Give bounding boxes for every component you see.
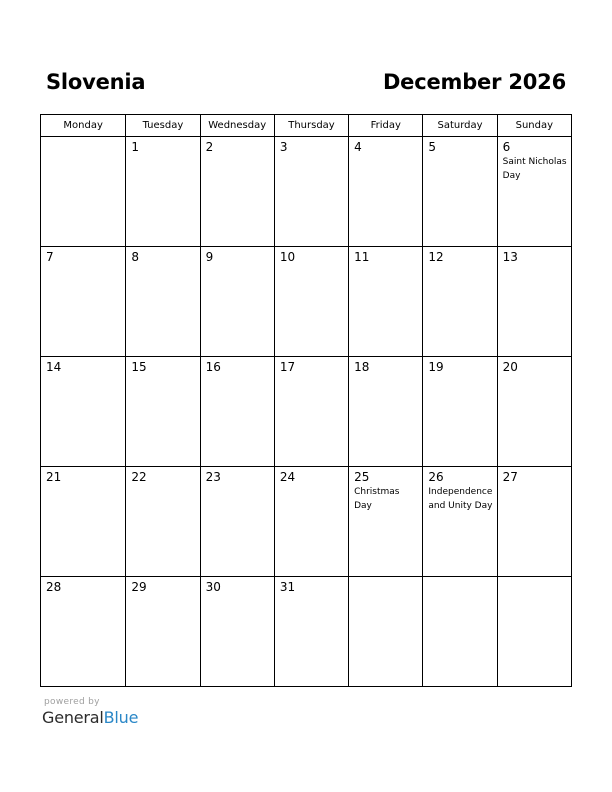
day-cell [126, 137, 200, 247]
day-cell [349, 357, 423, 467]
day-cell [497, 577, 571, 687]
day-number: 26 [428, 470, 444, 484]
day-cell [126, 467, 200, 577]
day-number: 27 [502, 470, 518, 484]
weekday-header-friday: Friday [349, 115, 423, 137]
day-cell [423, 137, 497, 247]
holiday-label [349, 264, 422, 265]
holiday-label: Independence and Unity Day [428, 487, 493, 511]
holiday-label [41, 374, 125, 375]
weekday-header-saturday: Saturday [423, 115, 497, 137]
day-number: 23 [205, 470, 221, 484]
week-row [41, 247, 572, 357]
day-number: 29 [131, 580, 147, 594]
day-number: 13 [502, 250, 518, 264]
day-cell [423, 247, 497, 357]
day-number: 22 [131, 470, 147, 484]
day-cell [200, 577, 274, 687]
day-number: 12 [428, 250, 444, 264]
day-cell [274, 577, 348, 687]
day-cell [200, 247, 274, 357]
day-number: 9 [205, 250, 214, 264]
day-number: 6 [502, 140, 511, 154]
generalblue-logo[interactable] [42, 708, 138, 727]
day-number: 19 [428, 360, 444, 374]
day-number: 15 [131, 360, 147, 374]
day-cell [274, 247, 348, 357]
day-cell [41, 247, 126, 357]
holiday-label [349, 154, 422, 155]
day-cell [274, 137, 348, 247]
day-number: 28 [46, 580, 62, 594]
day-cell [349, 467, 423, 577]
day-cell [200, 357, 274, 467]
holiday-label [423, 264, 496, 265]
week-row [41, 577, 572, 687]
holiday-label [423, 374, 496, 375]
day-cell [497, 357, 571, 467]
month-title: December 2026 [382, 70, 566, 94]
week-row [41, 137, 572, 247]
holiday-label [275, 264, 348, 265]
day-number: 20 [502, 360, 518, 374]
holiday-label [349, 374, 422, 375]
week-row [41, 467, 572, 577]
day-cell [41, 577, 126, 687]
day-cell [423, 467, 497, 577]
day-cell [200, 137, 274, 247]
holiday-label [201, 484, 274, 485]
holiday-label [498, 580, 571, 581]
weekday-header-tuesday: Tuesday [126, 115, 200, 137]
day-number: 30 [205, 580, 221, 594]
holiday-label [498, 484, 571, 485]
holiday-label: Saint Nicholas Day [502, 157, 567, 181]
weekday-header-wednesday: Wednesday [200, 115, 274, 137]
holiday-label [498, 264, 571, 265]
day-number: 8 [131, 250, 139, 264]
day-cell [41, 357, 126, 467]
day-cell [200, 467, 274, 577]
holiday-label [275, 594, 348, 595]
holiday-label [126, 154, 199, 155]
day-number: 25 [354, 470, 370, 484]
holiday-label [126, 374, 199, 375]
day-number: 2 [205, 140, 214, 154]
week-row [41, 357, 572, 467]
weekday-header-row [41, 115, 572, 137]
powered-by-label: powered by [44, 697, 100, 707]
holiday-label [41, 140, 125, 141]
holiday-label [201, 154, 274, 155]
day-cell [126, 577, 200, 687]
day-number: 14 [46, 360, 62, 374]
day-number: 17 [279, 360, 296, 374]
holiday-label [126, 264, 199, 265]
day-number: 1 [131, 140, 139, 154]
day-cell [497, 137, 571, 247]
day-number: 11 [354, 250, 370, 264]
day-number: 3 [279, 140, 288, 154]
day-cell [349, 137, 423, 247]
holiday-label [275, 154, 348, 155]
weekday-header-monday: Monday [41, 115, 126, 137]
holiday-label [126, 484, 199, 485]
day-cell [41, 467, 126, 577]
day-cell [497, 467, 571, 577]
weekday-header-sunday: Sunday [497, 115, 571, 137]
holiday-label [498, 374, 571, 375]
day-cell [126, 247, 200, 357]
day-number: 7 [46, 250, 54, 264]
holiday-label [201, 374, 274, 375]
day-cell [423, 577, 497, 687]
day-number: 24 [279, 470, 296, 484]
holiday-label [201, 594, 274, 595]
weekday-header-thursday: Thursday [274, 115, 348, 137]
brand-blue-text: Blue [103, 708, 139, 727]
holiday-label [275, 484, 348, 485]
day-number: 31 [279, 580, 296, 594]
day-cell [349, 247, 423, 357]
day-number: 4 [354, 140, 362, 154]
day-cell [274, 467, 348, 577]
country-title: Slovenia [46, 70, 146, 94]
day-cell [126, 357, 200, 467]
holiday-label [423, 154, 496, 155]
holiday-label [41, 594, 125, 595]
brand-general-text: General [42, 708, 104, 727]
holiday-label [275, 374, 348, 375]
holiday-label [41, 264, 125, 265]
day-number: 18 [354, 360, 370, 374]
day-number: 16 [205, 360, 221, 374]
holiday-label [126, 594, 199, 595]
holiday-label [423, 580, 496, 581]
day-cell [274, 357, 348, 467]
holiday-label [349, 580, 422, 581]
day-number: 10 [279, 250, 296, 264]
day-cell [497, 247, 571, 357]
day-number: 5 [428, 140, 437, 154]
day-cell [41, 137, 126, 247]
holiday-label [201, 264, 274, 265]
day-number: 21 [46, 470, 62, 484]
day-cell [349, 577, 423, 687]
holiday-label [41, 484, 125, 485]
holiday-label: Christmas Day [354, 487, 400, 511]
calendar-grid [40, 114, 572, 687]
day-cell [423, 357, 497, 467]
